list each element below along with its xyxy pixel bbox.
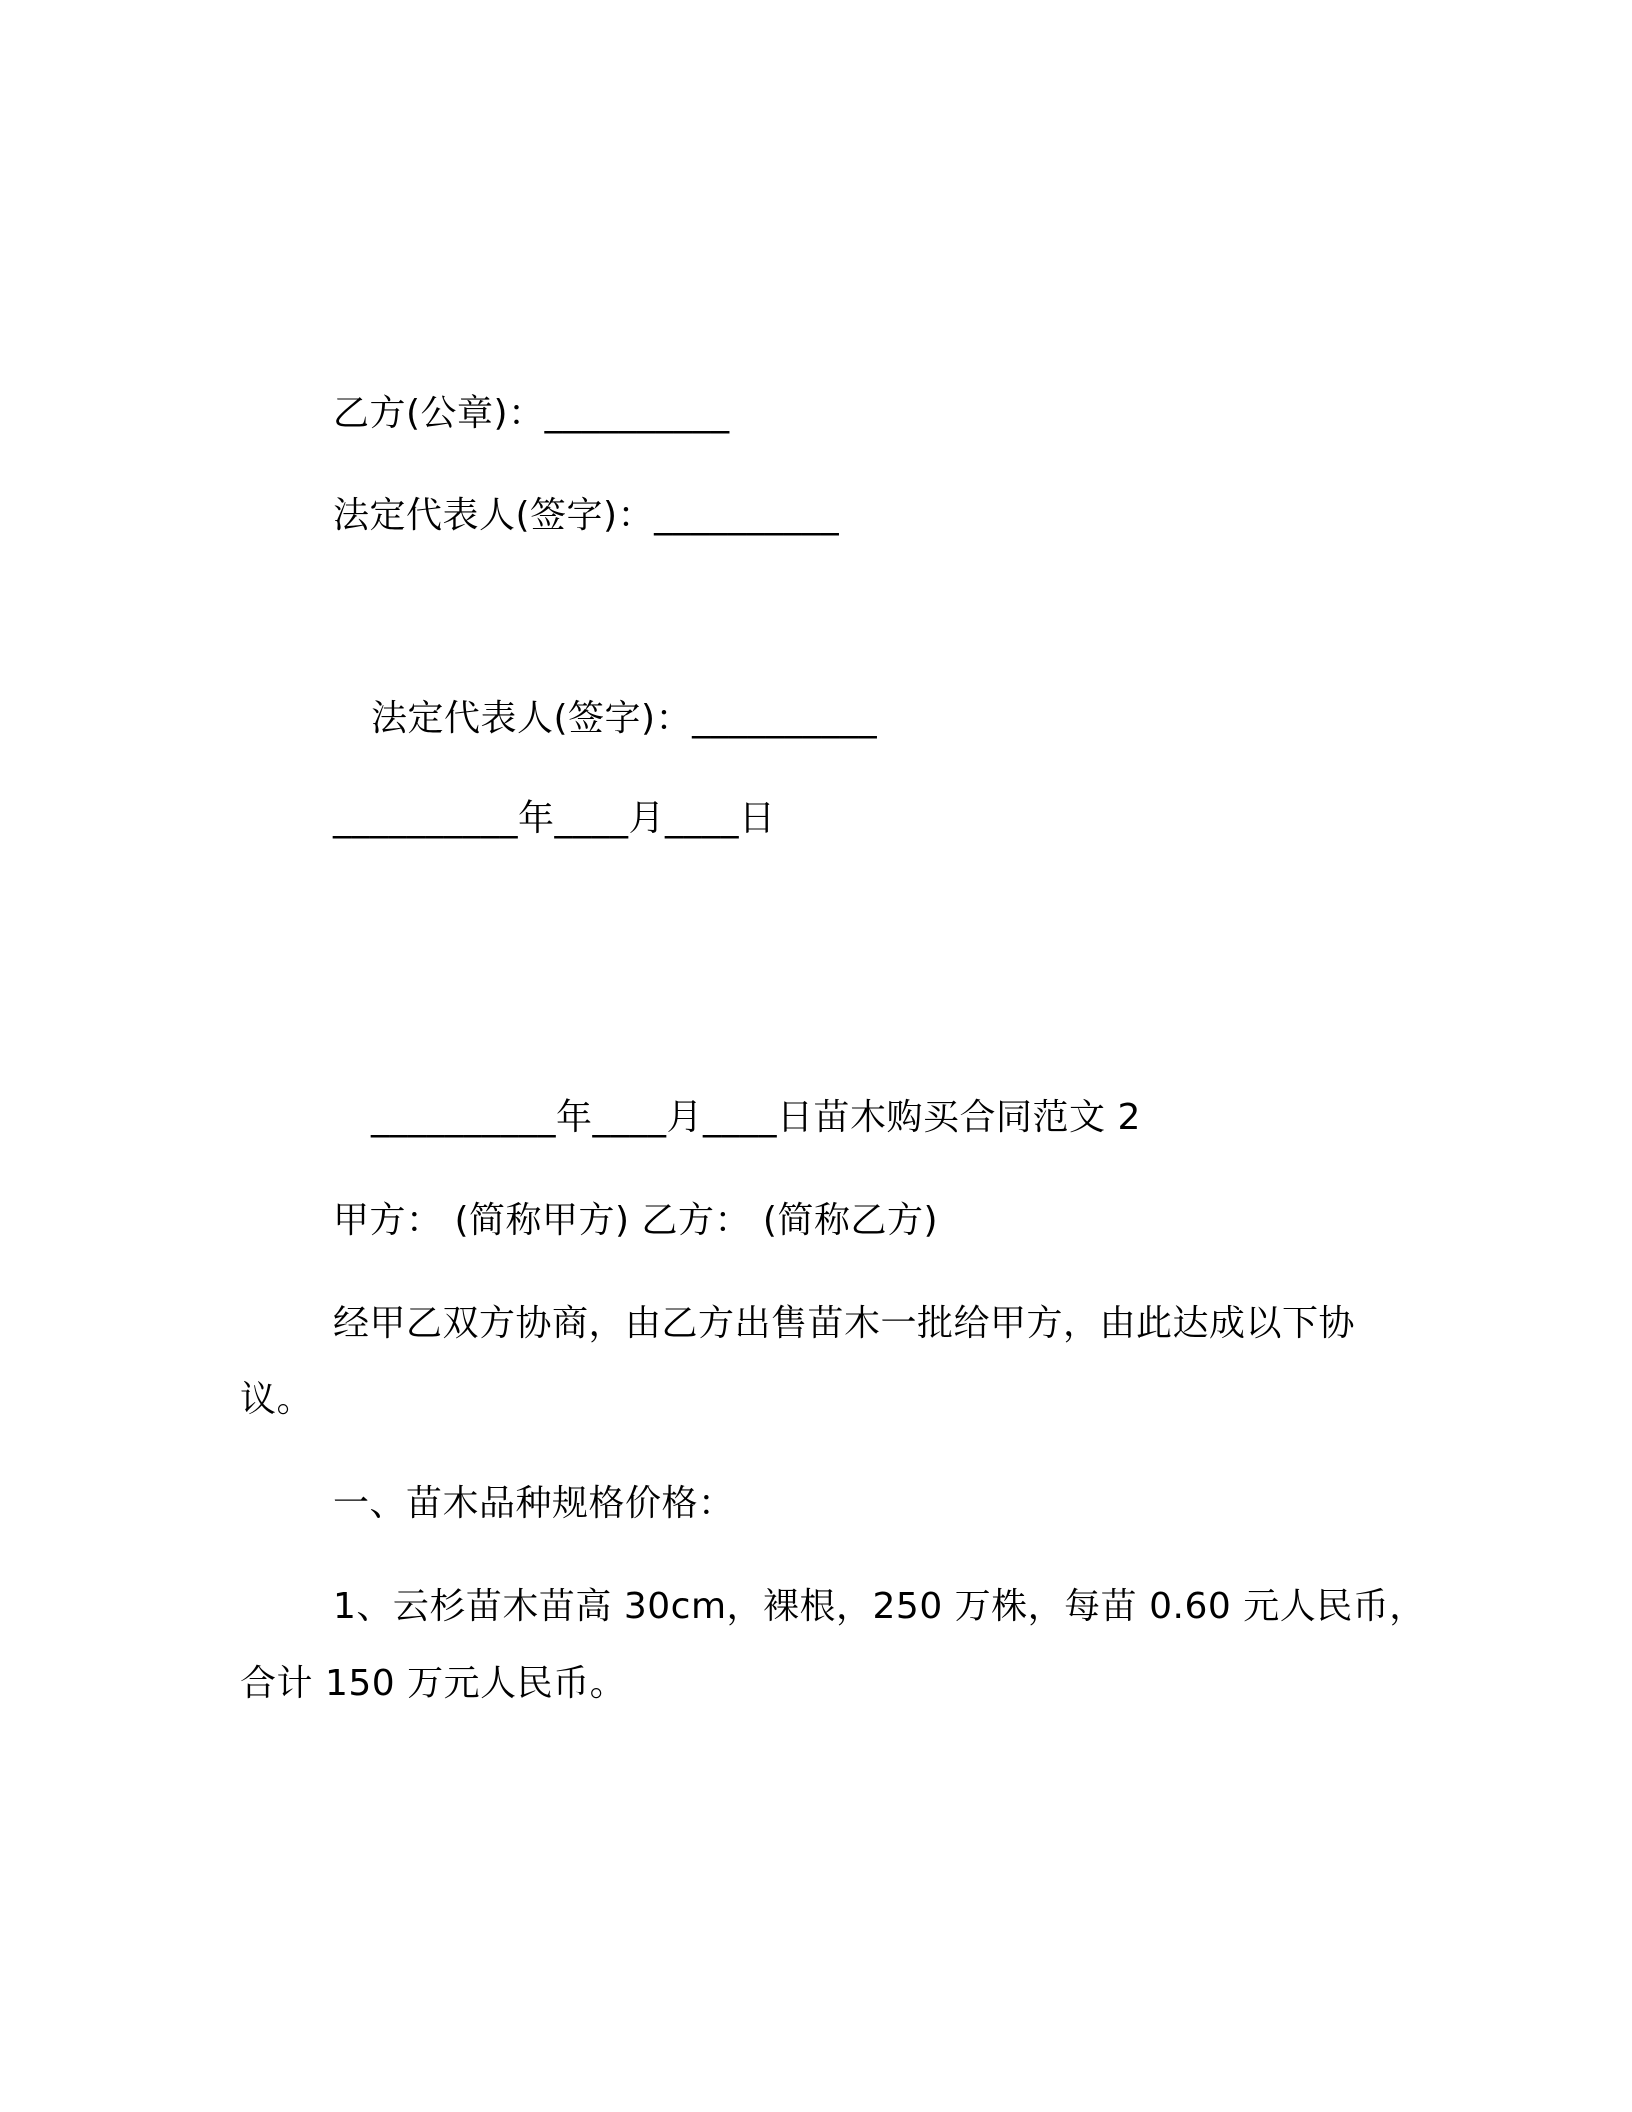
parties-line: 甲方： (简称甲方) 乙方： (简称乙方) [333,1200,939,1241]
legal-rep-signature-line: 法定代表人(签字)：__________ [333,495,840,536]
item-1-line-1: 1、云杉苗木苗高 30cm，裸根，250 万株，每苗 0.60 元人民币， [333,1586,1426,1627]
legal-rep-signature-line-2: 法定代表人(签字)：__________ [371,698,878,739]
contract-title-line: __________年____月____日苗木购买合同范文 2 [371,1097,1141,1138]
intro-paragraph-line-1: 经甲乙双方协商，由乙方出售苗木一批给甲方，由此达成以下协 [333,1303,1356,1344]
date-line: __________年____月____日 [333,798,776,839]
party-b-seal-line: 乙方(公章)：__________ [333,393,730,434]
intro-paragraph-line-2: 议。 [240,1379,314,1420]
section-heading: 一、苗木品种规格价格： [333,1483,735,1524]
item-1-line-2: 合计 150 万元人民币。 [240,1663,627,1704]
